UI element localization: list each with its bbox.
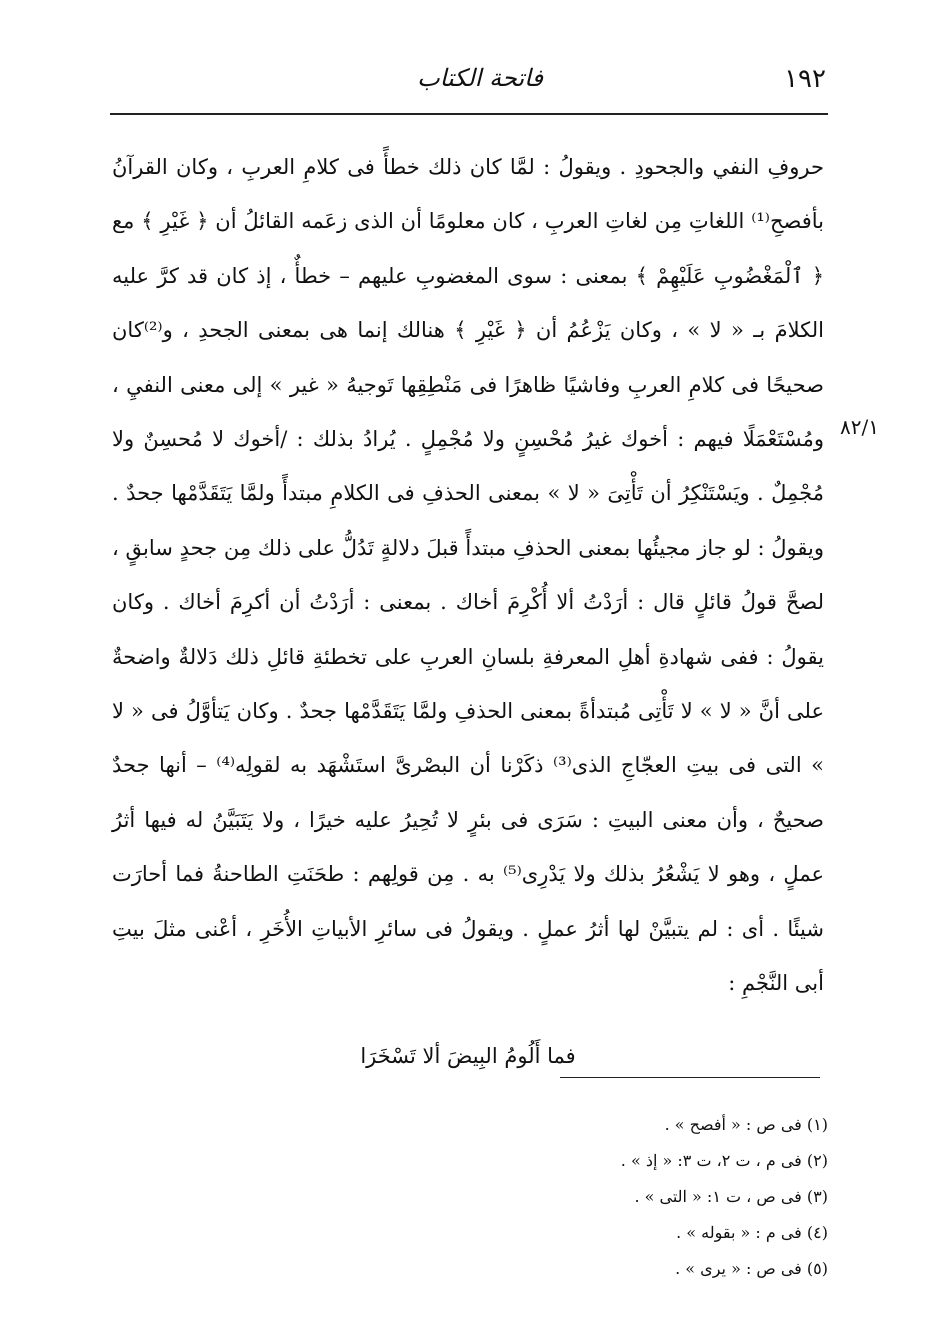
running-title: فاتحة الكتاب	[417, 64, 543, 92]
body-paragraph: حروفِ النفي والجحودِ . ويقولُ : لمَّا كان ذلك خطأً فى كلامِ العربِ ، وكان القرآنُ بأفصحِ⁽¹⁾ اللغاتِ مِن لغاتِ العربِ ، كان معلومًا أن الذى زعَمه القائلُ أن ﴿ غَيْرِ ﴾ مع ﴿ ٱلْمَغْضُوبِ عَلَيْهِمْ ﴾ بمعنى : سوى المغضوبِ عليهم – خطأٌ ، إذ كان قد كرَّ عليه الكلامَ بـ « لا » ، وكان يَزْعُمُ أن ﴿ غَيْرِ ﴾ هنالك إنما هى بمعنى الجحدِ ، و⁽²⁾كان صحيحًا فى كلامِ العربِ وفاشيًا ظاهرًا فى مَنْطِقِها تَوجيهُ « غير » إلى معنى النفيِ ، ومُسْتَعْمَلًا فيهم : أخوك غيرُ مُحْسِنٍ ولا مُجْمِلٍ . يُرادُ بذلك : /أخوك لا مُحسِنٌ ولا مُجْمِلٌ . ويَسْتَنْكِرُ أن تَأْتِىَ « لا » بمعنى الحذفِ فى الكلامِ مبتدأً ولمَّا يَتَقَدَّمْها جحدٌ . ويقولُ : لو جاز مجيئُها بمعنى الحذفِ مبتدأً قبلَ دلالةٍ تَدُلُّ على ذلك مِن جحدٍ سابقٍ ، لصحَّ قولُ قائلٍ قال : أرَدْتُ ألا أُكْرِمَ أخاك . بمعنى : أرَدْتُ أن أكرِمَ أخاك . وكان يقولُ : ففى شهادةِ أهلِ المعرفةِ بلسانِ العربِ على تخطئةِ قائلِ ذلك دَلالةٌ واضحةٌ على أنَّ « لا » لا تَأْتِى مُبتدأةً بمعنى الحذفِ ولمَّا يَتَقَدَّمْها جحدٌ . وكان يَتأوَّلُ فى « لا » التى فى بيتِ العجّاجِ الذى⁽³⁾ ذكَرْنا أن البصْرىَّ استَشْهَد به لقولِه⁽⁴⁾ – أنها جحدٌ صحيحٌ ، وأن معنى البيتِ : سَرَى فى بئرٍ لا تُحِيرُ عليه خيرًا ، ولا يَتَبَيَّنُ له فيها أثرُ عملٍ ، وهو لا يَشْعُرُ بذلك ولا يَدْرِى⁽⁵⁾ به . مِن قولِهم : طحَنَتِ الطاحنةُ فما أحارَت شيئًا . أى : لم يتبيَّنْ لها أثرُ عملٍ . ويقولُ فى سائرِ الأبياتِ الأُخَرِ ، أعْنى مثلَ بيتِ أبى النَّجْمِ :	[112, 155, 824, 996]
verse-line: فما أَلُومُ البِيضَ ألا تَسْخَرَا	[360, 1043, 576, 1068]
header-divider	[110, 113, 828, 115]
footnote-4: (٤) فى م : « بقوله » .	[676, 1223, 828, 1242]
footnote-2: (٢) فى م ، ت ٢، ت ٣: « إذ » .	[620, 1151, 828, 1170]
main-text	[112, 140, 824, 1083]
margin-folio-reference: ٨٢/١	[840, 415, 879, 439]
footnote-divider	[560, 1077, 820, 1078]
footnote-5: (٥) فى ص : « يرى » .	[675, 1259, 828, 1278]
footnote-3: (٣) فى ص ، ت ١: « التى » .	[634, 1187, 828, 1206]
page-number: ١٩٢	[784, 64, 826, 94]
footnote-1: (١) فى ص : « أفصح » .	[664, 1115, 828, 1134]
footnotes	[408, 1107, 828, 1287]
